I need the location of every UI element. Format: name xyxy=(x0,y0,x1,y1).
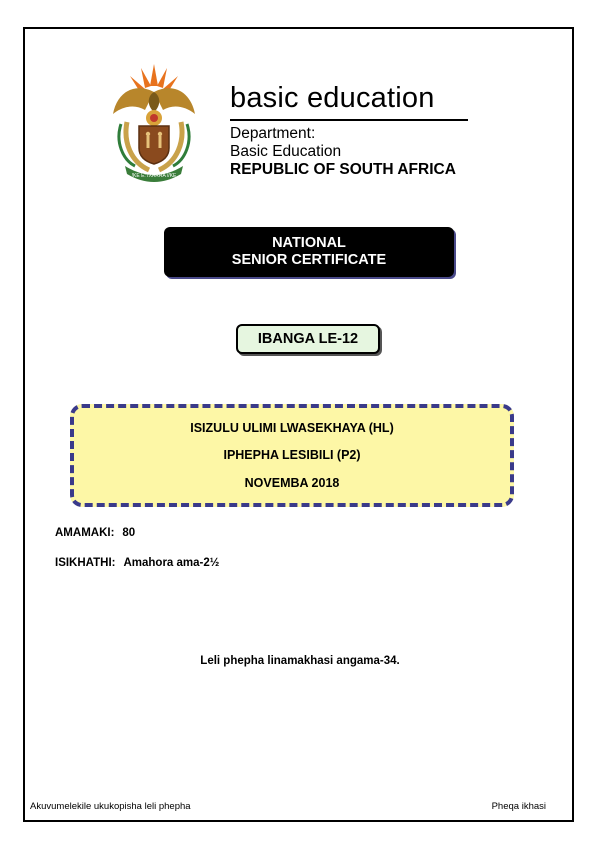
session-title: NOVEMBA 2018 xyxy=(244,476,340,491)
marks-value: 80 xyxy=(122,527,136,539)
marks-label: AMAMAKI: xyxy=(55,527,115,539)
marks-row xyxy=(55,527,135,539)
grade-label: IBANGA LE-12 xyxy=(257,331,359,347)
time-value: Amahora ama-2½ xyxy=(123,557,220,569)
turn-over-note: Pheqa ikhasi xyxy=(491,801,546,812)
brand-divider xyxy=(230,119,468,121)
time-label: ISIKHATHI: xyxy=(55,557,116,569)
subject-box xyxy=(70,404,514,507)
department-block xyxy=(230,125,456,179)
dept-line-2: Basic Education xyxy=(230,143,342,160)
pages-note: Leli phepha linamakhasi angama-34. xyxy=(200,655,400,667)
copyright-notice: Akuvumelekile ukukopisha leli phepha xyxy=(30,801,191,812)
dept-line-1: Department: xyxy=(230,125,316,142)
brand-name: basic education xyxy=(230,82,435,114)
subject-title: ISIZULU ULIMI LWASEKHAYA (HL) xyxy=(190,420,394,435)
paper-title: IPHEPHA LESIBILI (P2) xyxy=(223,448,361,463)
time-row xyxy=(55,557,219,569)
grade-box xyxy=(236,324,380,354)
dept-line-3: REPUBLIC OF SOUTH AFRICA xyxy=(230,161,456,178)
cert-line-2: SENIOR CERTIFICATE xyxy=(231,252,387,268)
motto-text: !KE E: /XARRA //KE xyxy=(131,173,177,179)
certificate-box xyxy=(164,227,454,277)
cert-line-1: NATIONAL xyxy=(272,235,346,251)
coat-of-arms-logo xyxy=(105,62,203,182)
